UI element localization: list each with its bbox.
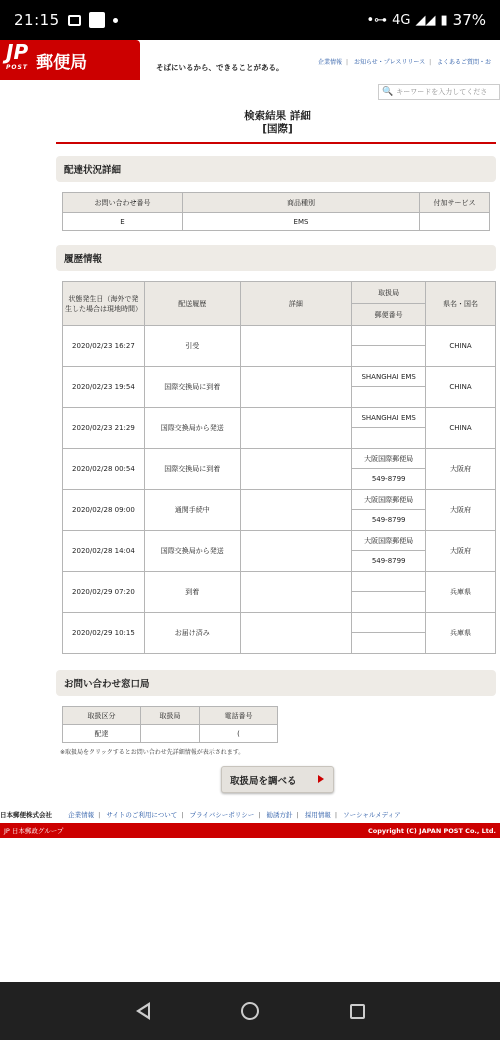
history-office[interactable] [352, 572, 425, 592]
history-detail [240, 449, 352, 490]
tagline: そばにいるから、できることがある。 [156, 63, 284, 72]
col-phone: 電話番号 [200, 707, 278, 725]
table-row [63, 572, 496, 613]
table-row [63, 531, 496, 572]
navigation-bar [0, 982, 500, 1040]
inquiry-number: E [63, 213, 183, 231]
table-row [63, 213, 490, 231]
col-handling-office: 取扱局 [140, 707, 199, 725]
history-status: 国際交換局から発送 [144, 408, 240, 449]
col-status: 配送履歴 [144, 282, 240, 326]
footer-links: 日本郵便株式会社 企業情報 | サイトのご利用について | プライバシーポリシー | 勧誘方針 | 採用情報 | ソーシャルメディア [0, 811, 401, 819]
history-date: 2020/02/29 07:20 [63, 572, 145, 613]
app-notification-icon [89, 12, 105, 28]
handling-office[interactable] [140, 725, 199, 743]
table-row [63, 449, 496, 490]
top-links: 企業情報 | お知らせ・プレスリリース | よくあるご質問・お [318, 59, 492, 66]
history-date: 2020/02/28 00:54 [63, 449, 145, 490]
history-detail [240, 531, 352, 572]
table-row [63, 725, 278, 743]
history-detail [240, 613, 352, 654]
history-heading: 履歴情報 [56, 245, 496, 271]
history-status: お届け済み [144, 613, 240, 654]
history-region: 大阪府 [426, 490, 496, 531]
history-date: 2020/02/23 21:29 [63, 408, 145, 449]
footer-link-corporate[interactable]: 企業情報 [68, 811, 95, 819]
page-subtitle: [国際] [262, 123, 293, 135]
history-office[interactable]: 大阪国際郵便局 [352, 531, 425, 551]
more-notifications-icon [113, 18, 118, 23]
col-office: 取扱局 [352, 282, 426, 304]
jp-post-logo-mark: JP POST [6, 40, 29, 71]
contact-office-heading: お問い合わせ窓口局 [56, 670, 496, 696]
footer-link-solicitation[interactable]: 勧誘方針 [266, 811, 293, 819]
footer-link-terms[interactable]: サイトのご利用について [106, 811, 178, 819]
history-date: 2020/02/28 14:04 [63, 531, 145, 572]
main-content [56, 142, 496, 756]
history-region: CHINA [426, 326, 496, 367]
col-product-type: 商品種別 [183, 193, 420, 213]
history-region: 大阪府 [426, 531, 496, 572]
footer-bar [0, 823, 500, 838]
phone-number: ( [200, 725, 278, 743]
col-inquiry-number: お問い合わせ番号 [63, 193, 183, 213]
history-postal: 549-8799 [371, 557, 406, 565]
table-row [63, 613, 496, 654]
battery-percent: 37% [452, 11, 486, 29]
history-detail [240, 408, 352, 449]
history-status: 引受 [144, 326, 240, 367]
table-row [63, 490, 496, 531]
history-postal [352, 346, 425, 366]
footer-group: 日本郵政グループ [11, 827, 64, 835]
history-office[interactable] [352, 613, 425, 633]
recent-apps-icon[interactable] [350, 1004, 365, 1019]
history-status: 到着 [144, 572, 240, 613]
history-office[interactable]: SHANGHAI EMS [352, 408, 425, 428]
contact-office-table [62, 706, 278, 743]
signal-icon: ◢◢ [415, 12, 436, 28]
history-region: 兵庫県 [426, 613, 496, 654]
network-type: 4G [392, 12, 411, 28]
history-office[interactable] [352, 326, 425, 346]
history-office[interactable]: SHANGHAI EMS [352, 367, 425, 387]
arrow-right-icon [318, 775, 324, 783]
history-region: 兵庫県 [426, 572, 496, 613]
history-table [62, 281, 496, 654]
link-faq[interactable]: よくあるご質問・お [437, 59, 492, 66]
table-row [63, 326, 496, 367]
history-office[interactable]: 大阪国際郵便局 [352, 490, 425, 510]
col-handling-type: 取扱区分 [63, 707, 141, 725]
site-header [0, 40, 500, 80]
copyright: Copyright (C) JAPAN POST Co., Ltd. [367, 826, 496, 835]
history-postal [352, 633, 425, 653]
jp-group-logo: JP [4, 826, 10, 835]
col-region: 県名・国名 [426, 282, 496, 326]
delivery-status-heading: 配達状況詳細 [56, 156, 496, 182]
vpn-key-icon: •⊶ [366, 12, 388, 28]
col-additional-service: 付加サービス [420, 193, 490, 213]
history-postal: 549-8799 [371, 475, 406, 483]
table-row [63, 367, 496, 408]
history-detail [240, 572, 352, 613]
search-office-button[interactable]: 取扱局を調べる [221, 766, 334, 793]
history-region: CHINA [426, 367, 496, 408]
col-date: 状態発生日（海外で発生した場合は現地時間） [63, 282, 145, 326]
delivery-status-table [62, 192, 490, 231]
history-detail [240, 490, 352, 531]
site-name: 郵便局 [36, 52, 88, 73]
history-date: 2020/02/28 09:00 [63, 490, 145, 531]
history-status: 通関手続中 [144, 490, 240, 531]
history-postal [352, 428, 425, 448]
history-detail [240, 367, 352, 408]
keyword-search-input[interactable]: 🔍 キーワードを入力してくださ [378, 84, 500, 100]
search-icon: 🔍 [382, 87, 394, 97]
contact-note: ※取扱局をクリックするとお問い合わせ先詳細情報が表示されます。 [60, 749, 245, 756]
history-status: 国際交換局に到着 [144, 367, 240, 408]
history-status: 国際交換局に到着 [144, 449, 240, 490]
handling-type: 配達 [63, 725, 141, 743]
gallery-notification-icon [68, 15, 81, 26]
table-row [63, 408, 496, 449]
history-postal [352, 592, 425, 612]
status-time: 21:15 [14, 11, 60, 29]
footer-company: 日本郵便株式会社 [0, 811, 52, 819]
status-bar [0, 0, 500, 40]
history-office[interactable]: 大阪国際郵便局 [352, 449, 425, 469]
history-date: 2020/02/23 16:27 [63, 326, 145, 367]
history-region: 大阪府 [426, 449, 496, 490]
footer-link-privacy[interactable]: プライバシーポリシー [189, 811, 255, 819]
col-postal: 郵便番号 [352, 304, 426, 326]
japan-post-logo[interactable] [0, 40, 140, 80]
link-press-release[interactable]: お知らせ・プレスリリース [353, 59, 426, 66]
history-postal [352, 387, 425, 407]
history-detail [240, 326, 352, 367]
battery-icon: ▮ [440, 12, 448, 28]
home-icon[interactable] [241, 1002, 259, 1020]
product-type: EMS [183, 213, 420, 231]
history-status: 国際交換局から発送 [144, 531, 240, 572]
additional-service [420, 213, 490, 231]
footer-link-social[interactable]: ソーシャルメディア [343, 811, 401, 819]
history-region: CHINA [426, 408, 496, 449]
back-icon[interactable] [136, 1002, 150, 1020]
page-title: 検索結果 詳細 [国際] [0, 110, 500, 136]
link-corporate-info[interactable]: 企業情報 [318, 59, 343, 66]
col-detail: 詳細 [240, 282, 352, 326]
history-date: 2020/02/29 10:15 [63, 613, 145, 654]
history-date: 2020/02/23 19:54 [63, 367, 145, 408]
history-postal: 549-8799 [371, 516, 406, 524]
footer-link-recruit[interactable]: 採用情報 [304, 811, 331, 819]
